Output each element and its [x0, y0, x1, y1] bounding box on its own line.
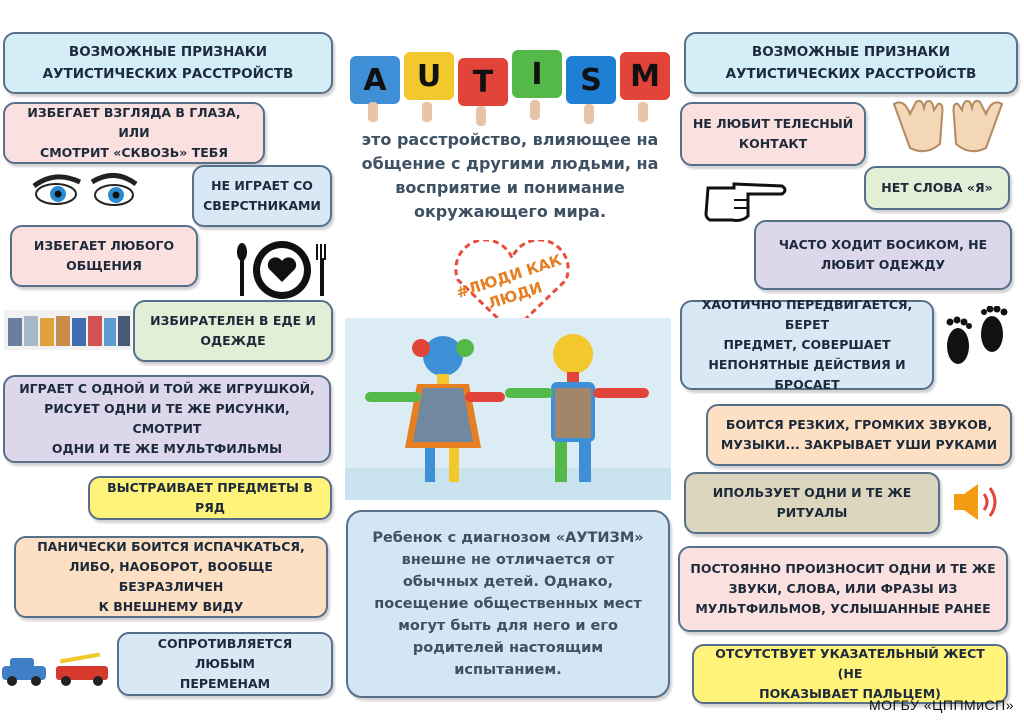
sign-avoids-communication: ИЗБЕГАЕТ ЛЮБОГО ОБЩЕНИЯ: [10, 225, 198, 287]
sign-goes-barefoot: ЧАСТО ХОДИТ БОСИКОМ, НЕ ЛЮБИТ ОДЕЖДУ: [754, 220, 1012, 290]
clothes-icon: [4, 310, 132, 350]
footprints-icon: [936, 306, 1016, 368]
left-header: ВОЗМОЖНЫЕ ПРИЗНАКИ АУТИСТИЧЕСКИХ РАССТРОЙСТВ: [3, 32, 333, 94]
sign-repeats-phrases: ПОСТОЯННО ПРОИЗНОСИТ ОДНИ И ТЕ ЖЕ ЗВУКИ, СЛОВА, ИЛИ ФРАЗЫ ИЗ МУЛЬТФИЛЬМОВ, УСЛЫШАННЫЕ РАНЕЕ: [678, 546, 1008, 632]
sign-not-play-with-peers: НЕ ИГРАЕТ СО СВЕРСТНИКАМИ: [192, 165, 332, 227]
autism-logo: [348, 46, 670, 116]
sign-resists-change: СОПРОТИВЛЯЕТСЯ ЛЮБЫМ ПЕРЕМЕНАМ: [117, 632, 333, 696]
sign-fear-of-dirt: ПАНИЧЕСКИ БОИТСЯ ИСПАЧКАТЬСЯ, ЛИБО, НАОБОРОТ, ВООБЩЕ БЕЗРАЗЛИЧЕН К ВНЕШНЕМУ ВИДУ: [14, 536, 328, 618]
autism-definition: это расстройство, влияющее на общение с другими людьми, на восприятие и понимание окружающего мира.: [361, 130, 659, 221]
pointing-hand-icon: [704, 178, 788, 224]
sign-uses-rituals: ИПОЛЬЗУЕТ ОДНИ И ТЕ ЖЕ РИТУАЛЫ: [684, 472, 940, 534]
sign-no-word-i: НЕТ СЛОВА «Я»: [864, 166, 1010, 210]
diagnosis-note: Ребенок с диагнозом «АУТИЗМ» внешне не отличается от обычных детей. Однако, посещение общественных мест могут быть для него и его родителей настоящим испытанием.: [346, 510, 670, 698]
sign-repetitive-play: ИГРАЕТ С ОДНОЙ И ТОЙ ЖЕ ИГРУШКОЙ, РИСУЕТ ОДНИ И ТЕ ЖЕ РИСУНКИ, СМОТРИТ ОДНИ И ТЕ ЖЕ МУЛЬТФИЛЬМЫ: [3, 375, 331, 463]
logo-letter-u: U: [404, 52, 454, 100]
sign-chaotic-movement: ХАОТИЧНО ПЕРЕДВИГАЕТСЯ, БЕРЕТ ПРЕДМЕТ, СОВЕРШАЕТ НЕПОНЯТНЫЕ ДЕЙСТВИЯ И БРОСАЕТ: [680, 300, 934, 390]
right-header: ВОЗМОЖНЫЕ ПРИЗНАКИ АУТИСТИЧЕСКИХ РАССТРОЙСТВ: [684, 32, 1018, 94]
sign-selective-food-clothes: ИЗБИРАТЕЛЕН В ЕДЕ И ОДЕЖДЕ: [133, 300, 333, 362]
logo-letter-m: M: [620, 52, 670, 100]
sign-dislikes-touch: НЕ ЛЮБИТ ТЕЛЕСНЫЙ КОНТАКТ: [680, 102, 866, 166]
sign-fears-loud-sounds: БОИТСЯ РЕЗКИХ, ГРОМКИХ ЗВУКОВ, МУЗЫКИ... ЗАКРЫВАЕТ УШИ РУКАМИ: [706, 404, 1012, 466]
cars-icon: [0, 652, 112, 688]
plate-icon: [236, 238, 328, 302]
logo-letter-s: S: [566, 56, 616, 104]
speaker-icon: [952, 480, 1004, 524]
children-illustration: [345, 318, 671, 500]
sign-lines-up-objects: ВЫСТРАИВАЕТ ПРЕДМЕТЫ В РЯД: [88, 476, 332, 520]
organization-credit: МОГБУ «ЦППМиСП»: [869, 697, 1014, 713]
logo-letter-a: A: [350, 56, 400, 104]
logo-letter-i: I: [512, 50, 562, 98]
slogan-text: #ЛЮДИ КАК ЛЮДИ: [453, 250, 564, 313]
eyes-icon: [30, 168, 140, 212]
hands-icon: [886, 94, 1010, 158]
sign-avoids-eye-contact: ИЗБЕГАЕТ ВЗГЛЯДА В ГЛАЗА, ИЛИ СМОТРИТ «СКВОЗЬ» ТЕБЯ: [3, 102, 265, 164]
logo-letter-t: T: [458, 58, 508, 106]
sign-no-pointing: ОТСУТСТВУЕТ УКАЗАТЕЛЬНЫЙ ЖЕСТ (НЕ ПОКАЗЫВАЕТ ПАЛЬЦЕМ): [692, 644, 1008, 704]
